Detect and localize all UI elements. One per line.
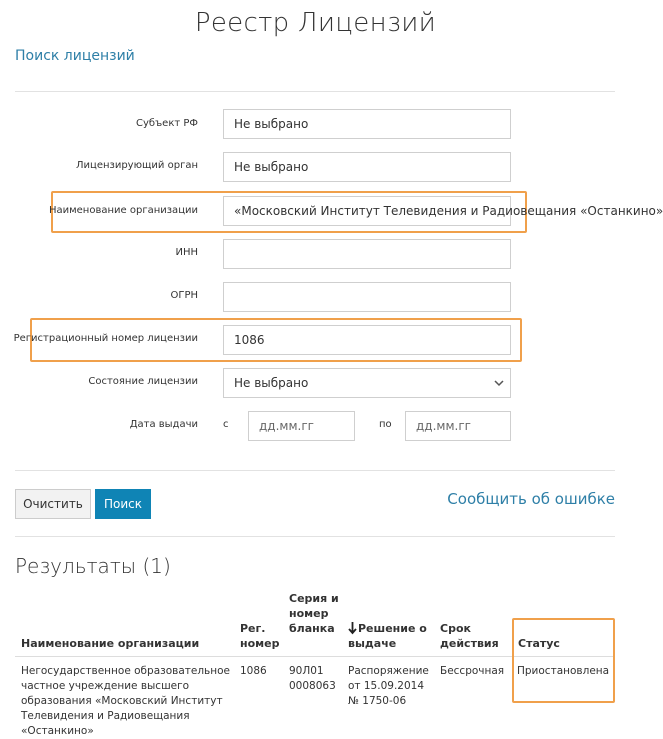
issue-date-from-input[interactable] — [248, 411, 355, 441]
license-status-select-value: Не выбрано — [234, 376, 309, 390]
ogrn-label: ОГРН — [170, 290, 198, 301]
reg-number-input[interactable] — [223, 325, 511, 355]
cell-series: 90Л01 0008063 — [289, 665, 336, 692]
issue-date-to-placeholder: дд.мм.гг — [416, 419, 471, 433]
column-header-decision-label: Решение о выдаче — [348, 622, 427, 650]
reg-number-label: Регистрационный номер лицензии — [13, 333, 198, 344]
divider — [15, 470, 615, 471]
search-licenses-link[interactable]: Поиск лицензий — [15, 48, 135, 64]
inn-label: ИНН — [175, 247, 198, 258]
org-name-label: Наименование организации — [48, 205, 198, 216]
subject-select-value: Не выбрано — [234, 117, 309, 131]
license-status-label: Состояние лицензии — [88, 376, 198, 387]
search-button[interactable]: Поиск — [95, 489, 151, 519]
column-header-series[interactable]: Серия и номер бланка — [289, 592, 339, 635]
chevron-down-icon — [494, 378, 504, 388]
issue-date-from-placeholder: дд.мм.гг — [259, 419, 314, 433]
column-header-org[interactable]: Наименование организации — [21, 637, 200, 650]
reg-number-input-value: 1086 — [234, 333, 265, 347]
issue-date-to-label: по — [379, 419, 392, 430]
license-status-select[interactable] — [223, 368, 511, 398]
divider — [15, 91, 615, 92]
subject-label: Субъект РФ — [136, 118, 198, 129]
issue-date-label: Дата выдачи — [129, 419, 198, 430]
divider — [15, 536, 615, 537]
column-header-term[interactable]: Срок действия — [440, 622, 499, 650]
inn-input[interactable] — [223, 239, 511, 269]
column-header-status[interactable]: Статус — [518, 637, 560, 650]
authority-label: Лицензирующий орган — [76, 160, 198, 171]
clear-button[interactable]: Очистить — [15, 489, 91, 519]
report-error-link[interactable]: Сообщить об ошибке — [447, 490, 615, 508]
page-title: Реестр Лицензий — [194, 8, 437, 38]
cell-decision: Распоряжение от 15.09.2014 № 1750-06 — [348, 665, 429, 707]
ogrn-input[interactable] — [223, 282, 511, 312]
cell-status: Приостановлена — [517, 665, 610, 677]
cell-reg: 1086 — [240, 665, 267, 677]
org-name-input-value: «Московский Институт Телевидения и Радиовещания «Останкино» — [234, 204, 663, 218]
authority-select[interactable] — [223, 152, 511, 182]
issue-date-to-input[interactable] — [405, 411, 511, 441]
status-column-highlight — [512, 618, 615, 703]
results-title: Результаты (1) — [15, 554, 171, 578]
org-name-input[interactable] — [223, 196, 663, 226]
column-header-reg[interactable]: Рег. номер — [240, 622, 280, 650]
cell-term: Бессрочная — [440, 665, 505, 677]
authority-select-value: Не выбрано — [234, 160, 309, 174]
subject-select[interactable] — [223, 109, 511, 139]
issue-date-from-label: с — [223, 419, 229, 430]
column-header-decision[interactable] — [348, 621, 428, 651]
cell-org: Негосударственное образовательное частное учреждение высшего образования «Московский Институт Телевидения и Радиовещания «Останкино» — [21, 665, 230, 737]
